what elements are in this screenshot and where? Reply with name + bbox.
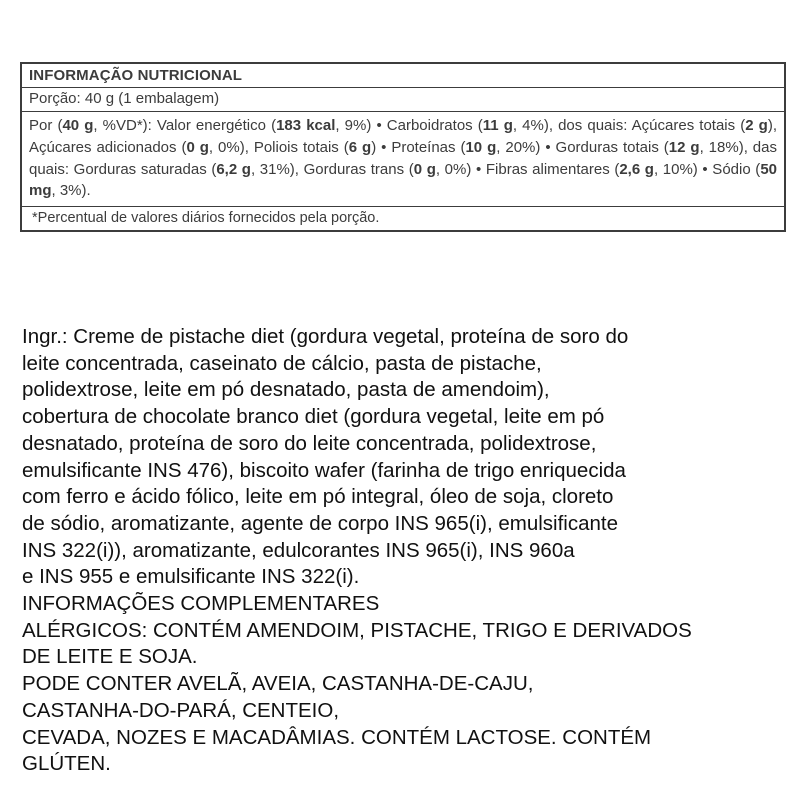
nutrition-table-title: INFORMAÇÃO NUTRICIONAL	[29, 67, 243, 84]
nutrient-text: , 0%) • Fibras alimentares (	[435, 160, 620, 178]
ingredients-line: CASTANHA-DO-PARÁ, CENTEIO,	[22, 698, 340, 722]
ingredients-line: e INS 955 e emulsificante INS 322(i).	[22, 565, 360, 589]
nutrient-text: Por (	[29, 117, 63, 134]
nutrient-quantity: 12 g	[668, 138, 700, 156]
nutrient-text: , %VD*): Valor energético (	[93, 117, 277, 134]
ingredients-line: polidextrose, leite em pó desnatado, pasta de amendoim),	[22, 378, 550, 402]
ingredients-line: INS 322(i)), aromatizante, edulcorantes INS 965(i), INS 960a	[22, 538, 575, 562]
ingredients-line: CEVADA, NOZES E MACADÂMIAS. CONTÉM LACTOSE. CONTÉM	[22, 725, 652, 749]
nutrient-text: , 10%) • Sódio (	[653, 160, 761, 178]
ingredients-line: GLÚTEN.	[22, 752, 111, 776]
ingredients-line: Ingr.: Creme de pistache diet (gordura vegetal, proteína de soro do	[22, 325, 629, 348]
nutrient-quantity: 50 mg	[29, 160, 777, 200]
nutrient-quantity: 2,6 g	[619, 160, 654, 178]
ingredients-line: com ferro e ácido fólico, leite em pó integral, óleo de soja, cloreto	[22, 485, 614, 509]
ingredients-text	[22, 324, 784, 778]
nutrition-values-row	[22, 111, 784, 206]
nutrient-quantity: 0 g	[186, 138, 209, 156]
daily-values-footnote: *Percentual de valores diários fornecidos pela porção.	[22, 206, 784, 230]
ingredients-line: INFORMAÇÕES COMPLEMENTARES	[22, 592, 380, 616]
ingredients-line: emulsificante INS 476), biscoito wafer (farinha de trigo enriquecida	[22, 458, 626, 482]
ingredients-line: desnatado, proteína de soro do leite concentrada, polidextrose,	[22, 431, 597, 455]
nutrient-quantity: 6,2 g	[216, 160, 251, 178]
ingredients-line: cobertura de chocolate branco diet (gordura vegetal, leite em pó	[22, 405, 605, 429]
nutrient-quantity: 183 kcal	[276, 117, 336, 134]
ingredients-line: PODE CONTER AVELÃ, AVEIA, CASTANHA-DE-CAJU,	[22, 672, 534, 696]
ingredients-line: de sódio, aromatizante, agente de corpo INS 965(i), emulsificante	[22, 511, 618, 535]
nutrient-text: , 9%) • Carboidratos (	[335, 117, 483, 134]
ingredients-line: leite concentrada, caseinato de cálcio, pasta de pistache,	[22, 351, 542, 375]
nutrient-text: , 31%), Gorduras trans (	[250, 160, 414, 178]
nutrient-text: , 4%), dos quais: Açúcares totais (	[512, 117, 746, 134]
ingredients-line: ALÉRGICOS: CONTÉM AMENDOIM, PISTACHE, TRIGO E DERIVADOS	[22, 618, 692, 642]
nutrient-quantity: 10 g	[465, 138, 497, 156]
nutrient-quantity: 40 g	[62, 117, 94, 134]
portion-size-row: Porção: 40 g (1 embalagem)	[22, 87, 784, 111]
nutrient-quantity: 11 g	[482, 117, 513, 134]
nutrition-facts-table	[20, 62, 786, 232]
nutrient-text: , 18%), das quais: Gorduras saturadas (	[29, 138, 777, 178]
nutrient-quantity: 0 g	[413, 160, 436, 178]
nutrient-text: , 20%) • Gorduras totais (	[496, 138, 669, 156]
nutrient-text: , 3%).	[51, 182, 91, 200]
nutrient-quantity: 6 g	[348, 138, 372, 156]
nutrient-text: ), Açúcares adicionados (	[29, 117, 778, 156]
nutrient-quantity: 2 g	[745, 117, 768, 134]
ingredients-line: DE LEITE E SOJA.	[22, 645, 198, 669]
nutrient-text: ) • Proteínas (	[371, 138, 466, 156]
nutrient-text: , 0%), Poliois totais (	[208, 138, 349, 156]
